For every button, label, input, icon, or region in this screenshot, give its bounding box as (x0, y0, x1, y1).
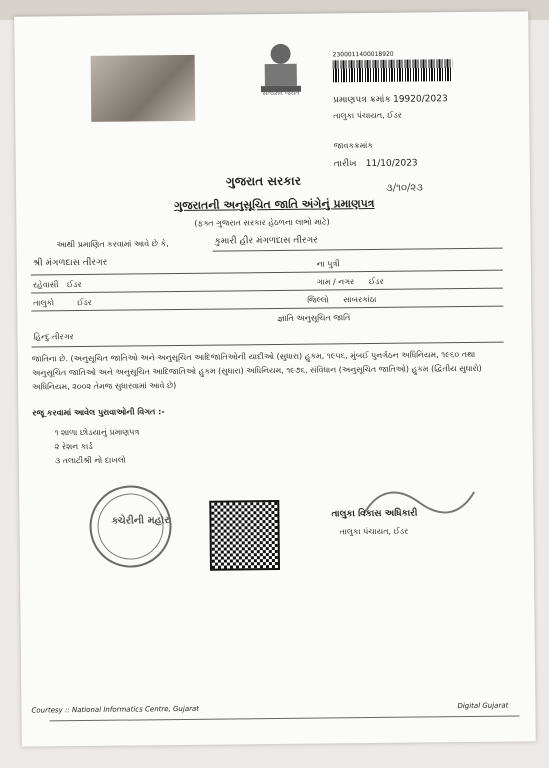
office-line: તાલુકા પંચાયત, ઈડર (333, 110, 402, 121)
signatory-office: તાલુકા પંચાયત, ઈડર (339, 526, 409, 537)
gov-title: ગુજરાત સરકાર (225, 173, 301, 189)
certificate-paper (14, 11, 536, 746)
date-label: તારીખ (333, 159, 357, 170)
rule-4 (31, 306, 503, 312)
proof-heading: રજૂ કરવામાં આવેલ પુરાવાઓની વિગત :- (32, 407, 165, 418)
footer-rule (50, 715, 520, 721)
applicant-photo (91, 55, 196, 122)
rule-5 (32, 342, 504, 348)
relation: ના પુત્રી (316, 259, 340, 269)
proof-item: ૩ તલાટીશ્રી નો દાખલો (54, 455, 126, 466)
intro-text: આથી પ્રમાણિત કરવામાં આવે છે કે, (56, 239, 169, 250)
district-label: જિલ્લો (307, 295, 329, 305)
footer-left: Courtesy :: National Informatics Centre, Gujarat (31, 704, 200, 715)
barcode-number: 2300011400018920 (332, 50, 394, 59)
certificate-no-label: પ્રમાણપત્ર ક્રમાંક (333, 94, 391, 106)
signatory-title: તાલુકા વિકાસ અધિકારી (331, 508, 418, 520)
rule-3 (31, 288, 503, 294)
cert-title: ગુજરાતની અનુસૂચિત જાતિ અંગેનું પ્રમાણપત્ર (174, 196, 375, 213)
outward-label: જાવકક્રમાંક (333, 140, 374, 151)
applicant-name: કુમારી હીર મંગળદાસ તીરગર (214, 235, 318, 247)
certificate-no: 19920/2023 (393, 94, 448, 105)
cert-subtitle: (ફક્ત ગુજરાત સરકાર હેઠળના લાભો માટે) (194, 217, 330, 228)
footer-right: Digital Gujarat (457, 701, 509, 711)
village: ઈડર (368, 276, 384, 287)
residence-label: રહેવાસી (32, 280, 59, 290)
taluka-label: તાલુકો (33, 298, 55, 308)
rule-2 (31, 270, 503, 276)
religion: હિન્દુ તીરગર (33, 332, 74, 342)
residence: ઈડર (66, 280, 82, 290)
date-value: 11/10/2023 (365, 158, 418, 170)
village-label: ગામ / નગર (316, 277, 355, 287)
father-name: શ્રી મંગળદાસ તીરગર (32, 257, 108, 269)
qr-code (209, 500, 280, 571)
name-rule (213, 248, 503, 252)
emblem-caption: સત્યમેવ જયતે (262, 89, 300, 98)
taluka: ઈડર (77, 297, 92, 308)
barcode (333, 59, 453, 82)
caste-text: જ્ઞાતિ અનુસૂચિત જાતિ (277, 313, 351, 323)
proof-item: ૨ રેશન કાર્ડ (54, 441, 93, 452)
handwritten-note: ૩/૧૦/૨૩ (385, 182, 423, 194)
seal-text: ક્ચેરીની મહોર (111, 515, 170, 527)
legal-paragraph: જાતિના છે. (અનુસૂચિત જાતિઓ અને અનુસૂચિત આદિજાતિઓની યાદીઓ (સુધારા) હુકમ, ૧૯૫૬, મુંબઈ પુનર્ગઠન અધિનિયમ, ૧૯૬૦ તથા અનુસૂચિત જાતિઓ અને અનુસૂચિત આદિજાતિઓ હુકમ (સુધારા) અધિનિયમ, ૧૯૭૬, સંવિધાન (અનુસૂચિત જાતિઓ) હુકમ (દ્વિતીય સુધારો) અધિનિયમ, ૨૦૦૨ તેમજ સુધારવામાં આવે છે) (31, 349, 482, 392)
proof-item: ૧ શાળા છોડયાનું પ્રમાણપત્ર (54, 427, 140, 438)
district: સાબરકાંઠા (343, 294, 377, 305)
